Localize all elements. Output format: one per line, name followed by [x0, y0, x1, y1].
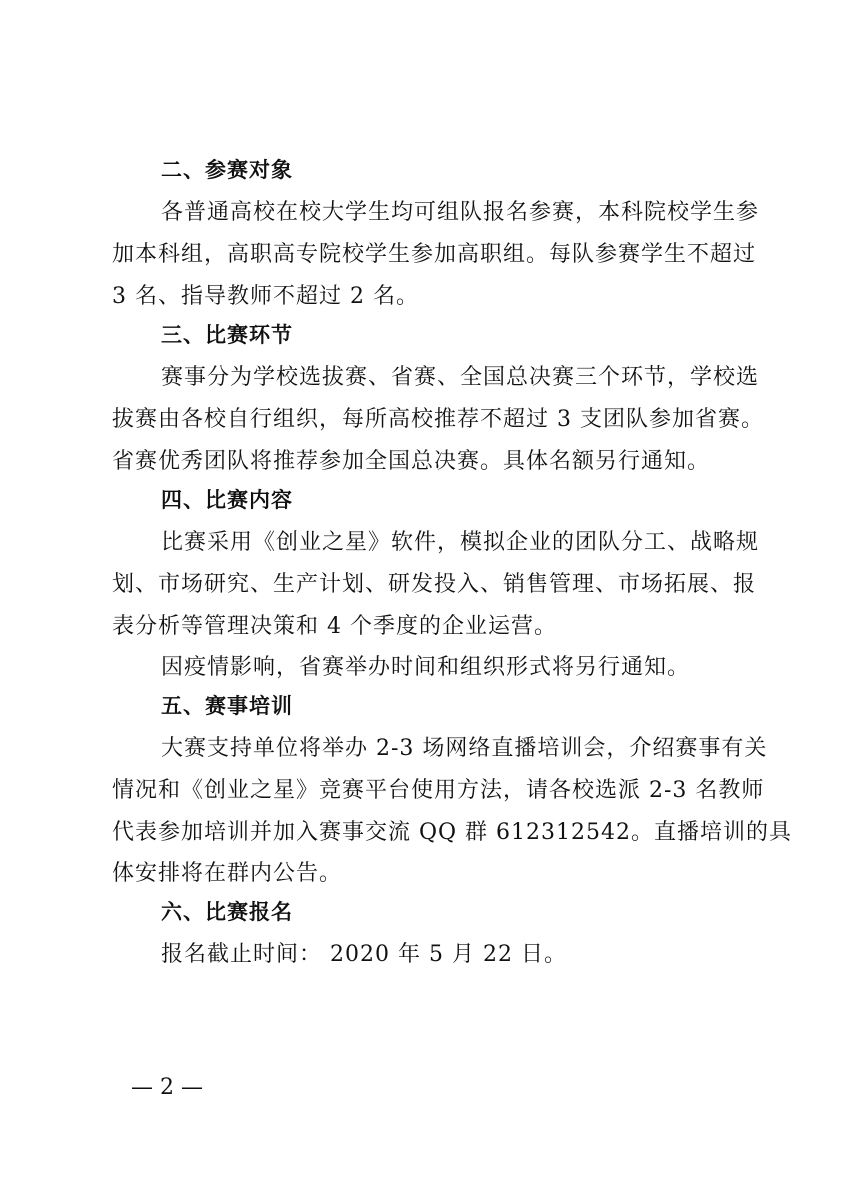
paragraph-line: 报名截止时间： 2020 年 5 月 22 日。	[161, 942, 567, 967]
paragraph-line: 情况和《创业之星》竞赛平台使用方法，请各校选派 2-3 名教师	[112, 778, 765, 803]
page-number: — 2 —	[131, 1075, 203, 1100]
paragraph-line: 拔赛由各校自行组织，每所高校推荐不超过 3 支团队参加省赛。	[112, 407, 764, 432]
paragraph-line: 体安排将在群内公告。	[112, 861, 343, 886]
paragraph-line: 省赛优秀团队将推荐参加全国总决赛。具体名额另行通知。	[112, 449, 711, 474]
paragraph-line: 3 名、指导教师不超过 2 名。	[112, 284, 419, 309]
section-heading-registration: 六、比赛报名	[161, 900, 293, 924]
section-heading-content: 四、比赛内容	[161, 488, 293, 512]
paragraph-line: 加本科组，高职高专院校学生参加高职组。每队参赛学生不超过	[112, 242, 757, 267]
paragraph-line: 因疫情影响，省赛举办时间和组织形式将另行通知。	[161, 655, 691, 680]
paragraph-line: 大赛支持单位将举办 2-3 场网络直播培训会，介绍赛事有关	[161, 736, 768, 761]
paragraph-line: 赛事分为学校选拔赛、省赛、全国总决赛三个环节，学校选	[161, 365, 760, 390]
section-heading-participants: 二、参赛对象	[161, 158, 293, 182]
paragraph-line: 各普通高校在校大学生均可组队报名参赛，本科院校学生参	[161, 200, 760, 225]
paragraph-line: 划、市场研究、生产计划、研发投入、销售管理、市场拓展、报	[112, 572, 757, 597]
paragraph-line: 代表参加培训并加入赛事交流 QQ 群 612312542。直播培训的具	[112, 820, 793, 845]
section-heading-training: 五、赛事培训	[161, 694, 293, 718]
paragraph-line: 比赛采用《创业之星》软件，模拟企业的团队分工、战略规	[161, 530, 760, 555]
section-heading-stages: 三、比赛环节	[161, 323, 293, 347]
paragraph-line: 表分析等管理决策和 4 个季度的企业运营。	[112, 614, 557, 639]
